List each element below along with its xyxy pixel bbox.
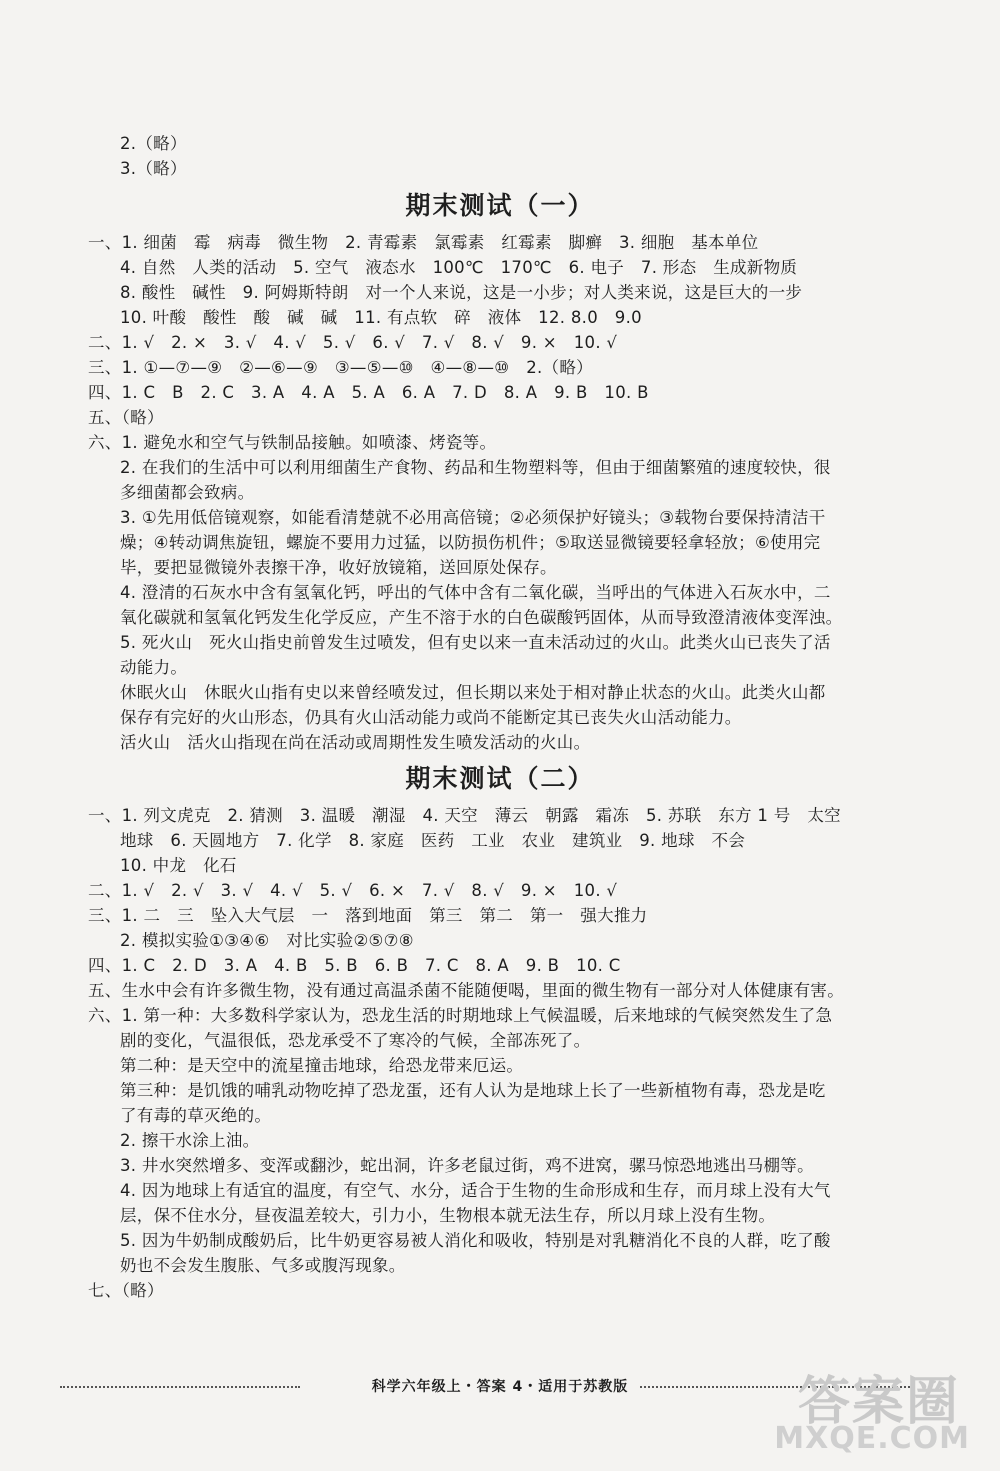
watermark-logo — [700, 1359, 980, 1459]
text-line: 保存有完好的火山形态，仍具有火山活动能力或尚不能断定其已丧失火山活动能力。 — [120, 708, 742, 727]
text-line: 2. 在我们的生活中可以利用细菌生产食物、药品和生物塑料等，但由于细菌繁殖的速度较快，很 — [120, 458, 831, 477]
text-line: 动能力。 — [120, 658, 188, 677]
text-line: 七、（略） — [88, 1281, 164, 1300]
text-line: 5. 因为牛奶制成酸奶后，比牛奶更容易被人消化和吸收，特别是对乳糖消化不良的人群，吃了酸 — [120, 1231, 831, 1250]
text-line: 4. 因为地球上有适宜的温度，有空气、水分，适合于生物的生命形成和生存，而月球上没有大气 — [120, 1181, 831, 1200]
text-line: 2. 擦干水涂上油。 — [120, 1131, 260, 1150]
text-line: 奶也不会发生腹胀、气多或腹泻现象。 — [120, 1256, 406, 1275]
text-line: 六、1. 避免水和空气与铁制品接触。如喷漆、烤瓷等。 — [88, 433, 497, 452]
text-line: 五、生水中会有许多微生物，没有通过高温杀菌不能随便喝，里面的微生物有一部分对人体健康有害。 — [88, 981, 844, 1000]
text-line: 二、1. √ 2. × 3. √ 4. √ 5. √ 6. √ 7. √ 8. √ 9. × 10. √ — [88, 333, 618, 352]
text-line: 休眠火山 休眠火山指有史以来曾经喷发过，但长期以来处于相对静止状态的火山。此类火山都 — [120, 683, 826, 702]
text-line: 剧的变化，气温很低，恐龙承受不了寒冷的气候，全部冻死了。 — [120, 1031, 591, 1050]
text-line: 2.（略） — [120, 134, 187, 153]
text-line: 氧化碳就和氢氧化钙发生化学反应，产生不溶于水的白色碳酸钙固体，从而导致澄清液体变浑浊。 — [120, 608, 843, 627]
text-line: 第二种：是天空中的流星撞击地球，给恐龙带来厄运。 — [120, 1056, 524, 1075]
text-line: 3. 井水突然增多、变浑或翻沙，蛇出洞，许多老鼠过街，鸡不进窝，骡马惊恐地逃出马棚等。 — [120, 1156, 814, 1175]
text-line: 一、1. 列文虎克 2. 猜测 3. 温暖 潮湿 4. 天空 薄云 朝露 霜冻 5. 苏联 东方 1 号 太空 — [88, 806, 841, 825]
text-line: 10. 中龙 化石 — [120, 856, 237, 875]
text-line: 第三种：是饥饿的哺乳动物吃掉了恐龙蛋，还有人认为是地球上长了一些新植物有毒，恐龙是吃 — [120, 1081, 826, 1100]
text-line: 五、（略） — [88, 408, 164, 427]
text-line: 燥；④转动调焦旋钮，螺旋不要用力过猛，以防损伤机件；⑤取送显微镜要轻拿轻放；⑥使用完 — [120, 533, 821, 552]
text-line: 多细菌都会致病。 — [120, 483, 255, 502]
text-line: 3. ①先用低倍镜观察，如能看清楚就不必用高倍镜；②必须保护好镜头；③载物台要保持清洁干 — [120, 508, 826, 527]
text-line: 二、1. √ 2. √ 3. √ 4. √ 5. √ 6. × 7. √ 8. √ 9. × 10. √ — [88, 881, 618, 900]
text-line: 六、1. 第一种：大多数科学家认为，恐龙生活的时期地球上气候温暖，后来地球的气候突然发生了急 — [88, 1006, 833, 1025]
text-line: 地球 6. 天圆地方 7. 化学 8. 家庭 医药 工业 农业 建筑业 9. 地球 不会 — [120, 831, 746, 850]
section-heading-2: 期末测试（二） — [405, 764, 595, 793]
text-line: 一、1. 细菌 霉 病毒 微生物 2. 青霉素 氯霉素 红霉素 脚癣 3. 细胞 基本单位 — [88, 233, 759, 252]
watermark-top-text: 答案圈 — [797, 1371, 960, 1432]
watermark-bottom-text: MXQE.COM — [774, 1421, 970, 1456]
text-line: 4. 自然 人类的活动 5. 空气 液态水 100℃ 170℃ 6. 电子 7. 形态 生成新物质 — [120, 258, 798, 277]
footer-label: 科学六年级上・答案 4・适用于苏教版 — [366, 1379, 635, 1395]
text-line: 活火山 活火山指现在尚在活动或周期性发生喷发活动的火山。 — [120, 733, 591, 752]
text-line: 三、1. ①—⑦—⑨ ②—⑥—⑨ ③—⑤—⑩ ④—⑧—⑩ 2.（略） — [88, 358, 593, 377]
section-heading-1: 期末测试（一） — [405, 191, 595, 220]
text-line: 5. 死火山 死火山指史前曾发生过喷发，但有史以来一直未活动过的火山。此类火山已丧失了活 — [120, 633, 831, 652]
text-line: 三、1. 二 三 坠入大气层 一 落到地面 第三 第二 第一 强大推力 — [88, 906, 648, 925]
text-line: 2. 模拟实验①③④⑥ 对比实验②⑤⑦⑧ — [120, 931, 414, 950]
text-line: 10. 叶酸 酸性 酸 碱 碱 11. 有点软 碎 液体 12. 8.0 9.0 — [120, 308, 642, 327]
text-line: 四、1. C 2. D 3. A 4. B 5. B 6. B 7. C 8. A 9. B 10. C — [88, 956, 621, 975]
text-line: 层，保不住水分，昼夜温差较大，引力小，生物根本就无法生存，所以月球上没有生物。 — [120, 1206, 776, 1225]
text-line: 8. 酸性 碱性 9. 阿姆斯特朗 对一个人来说，这是一小步；对人类来说，这是巨大的一步 — [120, 283, 803, 302]
text-line: 了有毒的草灭绝的。 — [120, 1106, 272, 1125]
text-line: 毕，要把显微镜外表擦干净，收好放镜箱，送回原处保存。 — [120, 558, 557, 577]
text-line: 4. 澄清的石灰水中含有氢氧化钙，呼出的气体中含有二氧化碳，当呼出的气体进入石灰水中，二 — [120, 583, 831, 602]
text-line: 3.（略） — [120, 159, 187, 178]
text-line: 四、1. C B 2. C 3. A 4. A 5. A 6. A 7. D 8. A 9. B 10. B — [88, 383, 649, 402]
